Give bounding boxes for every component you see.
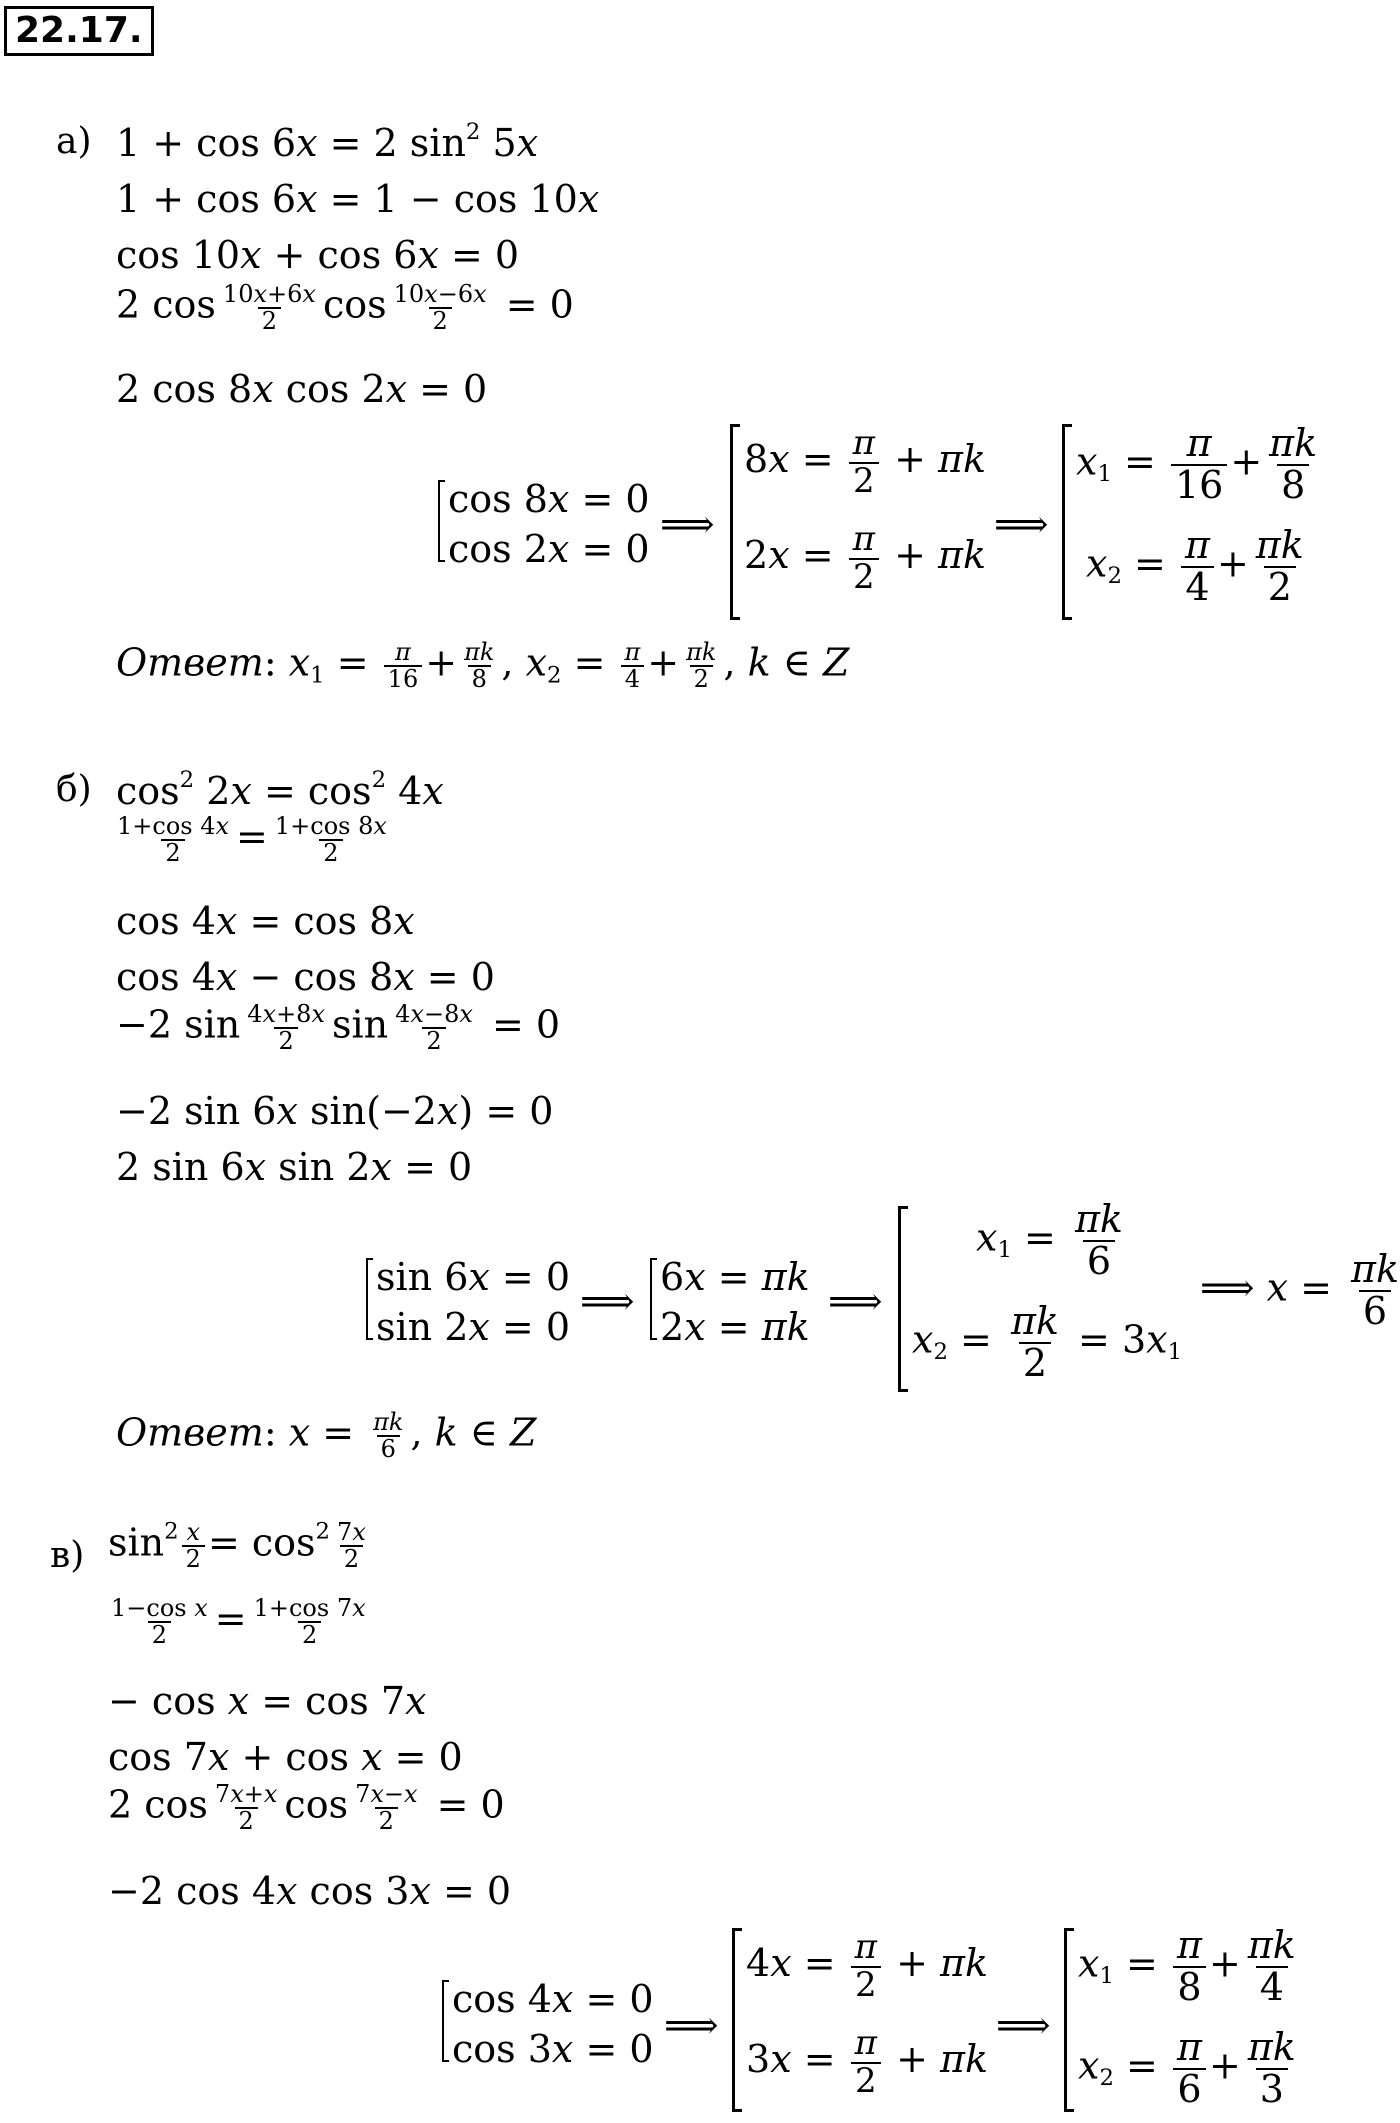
- part-b-implies-1: ⟹: [580, 1279, 635, 1323]
- part-a-system-3-bracket: [1062, 424, 1065, 620]
- part-c-label: в): [50, 1535, 85, 1576]
- part-a-answer: Ответ: $x_1$ = $\frac{\pi}{16}$ + $\frac{\pi k}{8}$ , $x_2$ = $\frac{\pi}{4}$ + $\frac{\pi k}{2}$ , k ∈ Z: [116, 638, 850, 694]
- part-b-system-2-eq-1: 6x = πk: [660, 1255, 810, 1299]
- part-c-system-1-eq-2: cos 3x = 0: [452, 2027, 654, 2071]
- part-c-implies-1: ⟹: [664, 2003, 719, 2047]
- part-b-system-3-eq-1: $x_1$ = $\frac{\pi k}{6}$: [976, 1197, 1123, 1283]
- part-c-line-4: cos 7x + cos x = 0: [108, 1735, 463, 1779]
- part-a-line-4: 2 cos $\frac{10x+6x}{2}$ cos $\frac{10x-6x}{2}$ = 0: [116, 280, 574, 336]
- part-c-system-3-bracket: [1064, 1928, 1067, 2112]
- part-b-line-2: $\frac{1+\cos 4x}{2}$ = $\frac{1+\cos 8x}{2}$: [117, 812, 387, 868]
- part-b-label: б): [56, 769, 92, 810]
- part-c-system-2-bracket: [732, 1928, 735, 2112]
- part-b-system-2-eq-2: 2x = πk: [660, 1305, 810, 1349]
- part-c-line-1: $\sin^2$ $\frac{x}{2}$ = $\cos^2$ $\frac{7x}{2}$: [108, 1518, 366, 1574]
- part-c-line-5: 2 cos $\frac{7x+x}{2}$ cos $\frac{7x-x}{2}$ = 0: [108, 1780, 505, 1836]
- part-b-answer: Ответ: x = $\frac{\pi k}{6}$ , k ∈ Z: [116, 1408, 537, 1464]
- part-a-system-3-eq-2: $x_2$ = $\frac{\pi}{4}$ + $\frac{\pi k}{2}$: [1086, 523, 1304, 609]
- part-a-implies-1: ⟹: [660, 502, 715, 546]
- part-b-system-1-eq-2: sin 2x = 0: [376, 1305, 571, 1349]
- part-c-system-1-bracket: [442, 1980, 444, 2062]
- part-b-line-4: cos 4x − cos 8x = 0: [116, 955, 495, 999]
- part-c-system-2-eq-1: 4x = $\frac{\pi}{2}$ + πk: [746, 1927, 988, 2005]
- part-c-system-1-eq-1: cos 4x = 0: [452, 1977, 654, 2021]
- part-b-line-3: cos 4x = cos 8x: [116, 899, 415, 943]
- part-b-system-1-bracket: [366, 1258, 368, 1340]
- part-b-line-1: $\cos^2 2x = \cos^2 4x$: [116, 766, 444, 813]
- answer-word: Ответ: [116, 640, 264, 685]
- part-b-implies-2: ⟹: [828, 1279, 883, 1323]
- part-c-system-2-eq-2: 3x = $\frac{\pi}{2}$ + πk: [746, 2023, 988, 2101]
- part-a-system-3-eq-1: $x_1$ = $\frac{\pi}{16}$ + $\frac{\pi k}{8}$: [1076, 421, 1318, 507]
- part-a-line-2: 1 + cos 6x = 1 − cos 10x: [116, 177, 600, 221]
- part-a-system-2-bracket: [730, 424, 733, 620]
- part-b-system-3-eq-2: $x_2$ = $\frac{\pi k}{2}$ = $3x_1$: [912, 1299, 1183, 1385]
- part-a-system-1-eq-2: cos 2x = 0: [448, 527, 650, 571]
- part-a-system-1-eq-1: cos 8x = 0: [448, 477, 650, 521]
- part-b-system-3-bracket: [898, 1206, 901, 1392]
- part-a-label: а): [56, 121, 92, 162]
- part-b-line-6: −2 sin 6x sin(−2x) = 0: [116, 1089, 554, 1133]
- part-b-result: ⟹ x = $\frac{\pi k}{6}$: [1200, 1247, 1400, 1333]
- part-c-implies-2: ⟹: [996, 2003, 1051, 2047]
- part-b-line-5: −2 sin $\frac{4x+8x}{2}$ sin $\frac{4x-8x}{2}$ = 0: [116, 1000, 561, 1056]
- part-a-line-5: 2 cos 8x cos 2x = 0: [116, 367, 488, 411]
- part-c-line-3: − cos x = cos 7x: [108, 1679, 427, 1723]
- part-c-system-3-eq-1: $x_1$ = $\frac{\pi}{8}$ + $\frac{\pi k}{4}$: [1078, 1923, 1296, 2009]
- part-c-line-6: −2 cos 4x cos 3x = 0: [108, 1869, 512, 1913]
- part-c-system-3-eq-2: $x_2$ = $\frac{\pi}{6}$ + $\frac{\pi k}{3}$: [1078, 2025, 1296, 2111]
- part-b-system-2-bracket: [650, 1258, 652, 1340]
- part-b-line-7: 2 sin 6x sin 2x = 0: [116, 1145, 473, 1189]
- answer-word: Ответ: [116, 1410, 264, 1455]
- part-a-system-2-eq-1: 8x = $\frac{\pi}{2}$ + πk: [744, 423, 986, 501]
- part-a-implies-2: ⟹: [994, 502, 1049, 546]
- part-a-line-1: 1 + cos 6x = 2 $\sin^2 5x$: [116, 118, 539, 165]
- part-a-line-3: cos 10x + cos 6x = 0: [116, 233, 520, 277]
- part-c-line-2: $\frac{\text{1−cos x}}{2}$ = $\frac{1+\cos 7x}{2}$: [111, 1594, 366, 1650]
- part-a-system-1-bracket: [438, 480, 440, 562]
- problem-number: 22.17.: [4, 6, 154, 56]
- part-a-system-2-eq-2: 2x = $\frac{\pi}{2}$ + πk: [744, 519, 986, 597]
- part-b-system-1-eq-1: sin 6x = 0: [376, 1255, 571, 1299]
